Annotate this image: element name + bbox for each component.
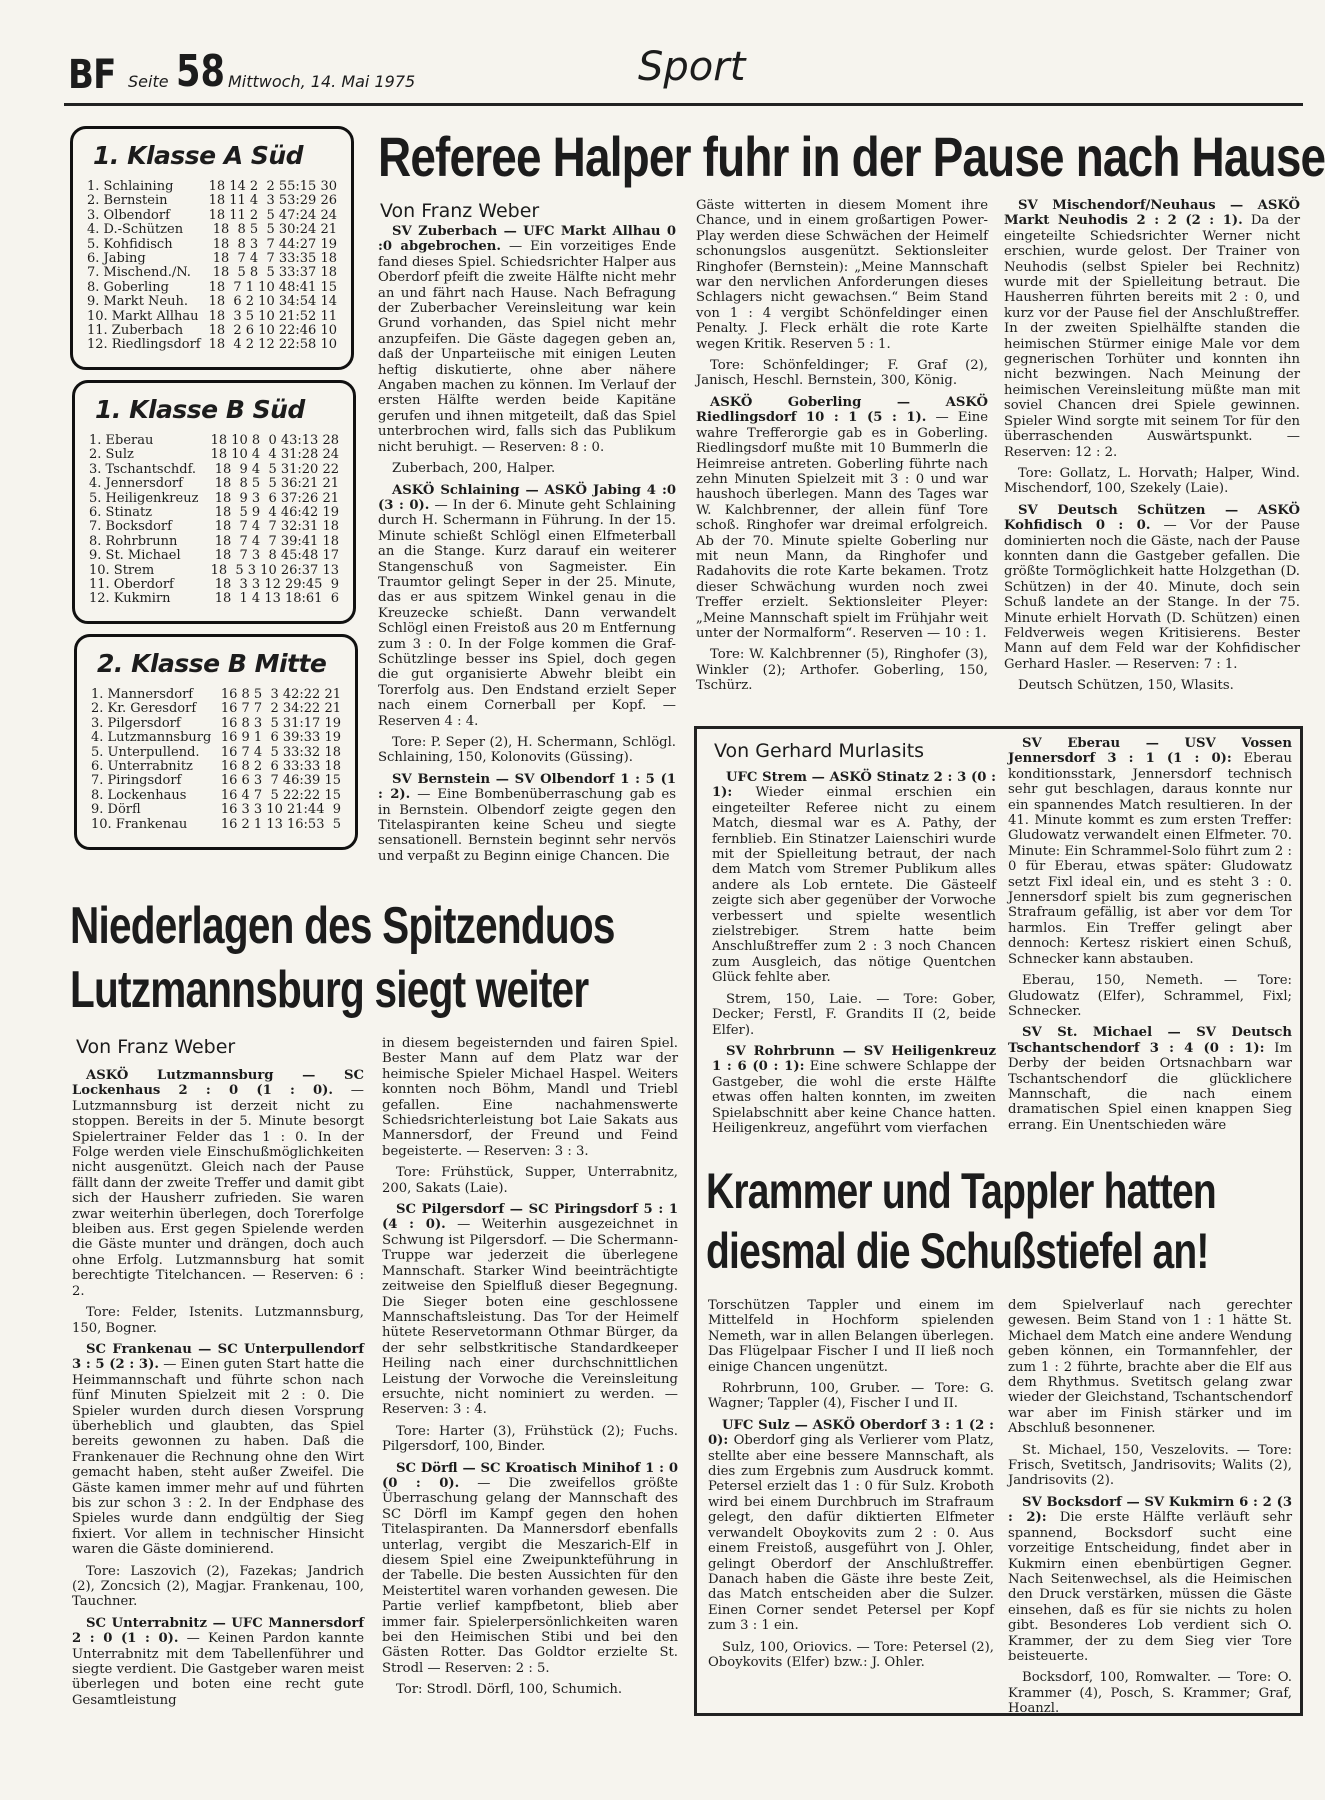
team-name: 6. Unterrabnitz [91,759,193,775]
team-stats: 16 4 7 5 22:22 15 [220,787,341,803]
team-stats: 18 9 3 6 37:26 21 [214,490,339,506]
match-heading: SV Deutsch Schützen — ASKÖ Kohfidisch 0 : 0. [1004,502,1300,534]
team-stats: 18 8 5 5 30:24 21 [212,222,337,238]
article-paragraph [712,992,996,1038]
article-paragraph [378,772,676,864]
team-name: 8. Goberling [87,279,169,295]
table-row [91,731,341,745]
table-row [89,463,339,477]
article-paragraph [1008,1670,1292,1716]
article-paragraph [1004,678,1300,693]
article1-byline: Von Franz Weber [380,200,540,222]
league-table-rows [91,688,341,832]
table-row [91,746,341,760]
paragraph-text: — Die zweifellos größte Überraschung gelang der Mannschaft des SC Dörfl im Kampf gegen den hohen Titelaspiranten. Da Mannersdorf ebenfalls unterlag, vergibt die Meszarich-Elf in diesem Spiel eine Zweipunkteführung in der Tabelle. Die besten Aussichten für den Meistertitel waren vorhanden gewesen. Die Partie verlief kampfbetont, blieb aber immer fair. Spielerpersönlichkeiten waren bei den Heimischen Stibi und bei den Gästen Rotter. Das Goldtor erzielte St. Strodl — Reserven: 2 : 5. [382,1475,678,1676]
article-paragraph [1004,198,1300,460]
article-paragraph [696,198,988,352]
match-heading: SC Unterrabnitz — UFC Mannersdorf 2 : 0 (1 : 0). [72,1615,364,1647]
table-row [89,477,339,491]
article2-headline-line-1: Niederlagen des Spitzenduos [70,897,615,955]
paragraph-text: Im Derby der beiden Ortsnachbarn war Tschantschendorf die glücklichere Mannschaft, die nach einem dramatischen Spiel einen knappen Sieg errang. Ein Unentschieden wäre [1008,1040,1292,1133]
paragraph-text: Eine schwere Schlappe der Gastgeber, die wohl die erste Hälfte etwas offen halten konnten, im zweiten Spielabschnitt aber keine Chance hatten. Heiligenkreuz, angeführt vom vierfachen [712,1059,996,1136]
article-paragraph [708,1381,994,1412]
paragraph-text: Tore: Gollatz, L. Horvath; Halper, Wind. Mischendorf, 100, Szekely (Laie). [1004,465,1300,497]
league-table-rows [89,434,339,607]
article-paragraph [378,735,676,766]
match-heading: SV Zuberbach — UFC Markt Allhau 0 :0 abgebrochen. [378,224,676,255]
team-stats: 18 5 9 4 46:42 19 [214,505,339,521]
team-name: 6. Stinatz [89,505,153,521]
table-row [89,506,339,520]
table-row [91,774,341,788]
team-name: 6. Jabing [87,251,146,267]
match-heading: SC Pilgersdorf — SC Piringsdorf 5 : 1 (4 : 0). [382,1202,678,1233]
table-row [89,492,339,506]
article-paragraph [382,1682,678,1697]
team-name: 5. Heiligenkreuz [89,490,199,506]
team-name: 2. Bernstein [87,193,168,209]
article-paragraph [378,461,676,476]
team-stats: 18 10 4 4 31:28 24 [210,447,339,463]
team-name: 1. Eberau [89,433,154,448]
paragraph-text: St. Michael, 150, Veszelovits. — Tore: Frisch, Svetitsch, Jandrisovits; Walits (2), Jandrisovits (2). [1008,1442,1292,1489]
team-name: 8. Rohrbrunn [89,533,178,549]
paragraph-text: Oberdorf ging als Verlierer vom Platz, stellte aber eine bessere Mannschaft, als dies zum Ergebnis zum Ausdruck kommt. Petersel erzielt das 1 : 0 für Sulz. Kroboth wird bei einem Durchbruch im Strafraum gelegt, den dafür diktierten Elfmeter verwandelt Oboykovits zum 2 : 0. Aus einem Freistoß, ausgeführt von J. Ohler, gelingt Oberdorf der Anschlußtreffer. Danach haben die Gäste ihre beste Zeit, das Match entscheiden aber die Sulzer. Einen Corner sendet Petersel per Kopf zum 3 : 1 ein. [708,1433,994,1634]
table-row [89,549,339,563]
table-row [89,564,339,578]
team-stats: 16 2 1 13 16:53 5 [220,816,341,832]
article-paragraph [712,770,996,986]
masthead-seite-label: Seite [128,72,169,91]
paragraph-text: Tore: P. Seper (2), H. Schermann, Schlögl. Schlaining, 150, Kolonovits (Güssing). [378,735,676,766]
table-row [91,702,341,716]
article-paragraph [1008,1025,1292,1133]
table-row [87,324,337,338]
team-name: 3. Olbendorf [87,207,170,223]
team-name: 5. Kohfidisch [87,236,173,252]
team-name: 3. Tschantschdf. [89,461,197,477]
team-name: 11. Oberdorf [89,577,174,593]
match-heading: SV Rohrbrunn — SV Heiligenkreuz 1 : 6 (0 : 1): [712,1043,996,1075]
paragraph-text: — Ein vorzeitiges Ende fand dieses Spiel. Schiedsrichter Halper aus Oberdorf pfeift die zweite Hälfte nicht mehr an und fährt nach Hause. Nach Befragung der Zuberbacher Vereinsleitung war kein Grund vorhanden, das Spiel nicht mehr anzupfeifen. Die Gäste dagegen geben an, daß der Unparteiische mit einigen Leuten heftig diskutierte, ohne aber nähere Angaben machen zu können. Im Verlauf der ersten Hälfte werden beide Kapitäne gerufen und ihnen mitgeteilt, daß das Spiel unterbrochen wird, falls sich das Publikum nicht beruhigt. — Reserven: 8 : 0. [378,239,676,455]
table-row [91,688,341,702]
table-row [89,520,339,534]
article4-headline-line-1: Krammer und Tappler hatten [706,1163,1216,1219]
team-name: 5. Unterpullend. [91,744,200,760]
table-row [87,252,337,266]
paragraph-text: Wieder einmal erschien ein eingeteilter Referee nicht zu einem Match, diesmal war es A. Pathy, der fernblieb. Ein Stinatzer Laienschiri wurde mit der Spielleitung betraut, der nach dem Match vom Stremer Publikum alles andere als Lob erntete. Die Gästeelf zeigte sich aber gegenüber der Vorwoche verbessert und spielte wesentlich zielstrebiger. Strem hatte beim Anschlußtreffer zum 2 : 3 noch Chancen zum Ausgleich, das nötige Quentchen Glück fehlte aber. [712,785,996,986]
article-paragraph [1008,973,1292,1019]
team-name: 10. Strem [89,562,155,578]
table-row [87,281,337,295]
box-rule-left [694,726,697,1716]
match-heading: SC Dörfl — SC Kroatisch Minihof 1 : 0 (0 : 0). [382,1460,678,1491]
paragraph-text: — Eine Bombenüberraschung gab es in Bernstein. Olbendorf zeigte gegen den Titelaspiranten keine Scheu und siegte sensationell. Bernstein beginnt sehr nervös und verpaßt zu Beginn einige Chancen. Die [378,787,676,864]
article-paragraph [72,1616,364,1708]
paragraph-text: — Keinen Pardon kannte Unterrabnitz mit dem Tabellenführer und siegte verdient. Die Gastgeber waren meist überlegen und boten eine recht gute Gesamtleistung [72,1631,364,1708]
team-name: 12. Kukmirn [89,591,171,607]
paragraph-text: Rohrbrunn, 100, Gruber. — Tore: G. Wagner; Tappler (4), Fischer I und II. [708,1381,994,1412]
article-paragraph [382,1165,678,1196]
team-name: 10. Markt Allhau [87,308,199,324]
team-stats: 18 1 4 13 18:61 6 [214,591,339,607]
table-row [87,295,337,309]
table-row [91,717,341,731]
article-paragraph [378,483,676,730]
team-name: 7. Bocksdorf [89,519,172,535]
team-stats: 18 5 3 10 26:37 13 [210,562,339,578]
team-stats: 16 8 2 6 33:33 18 [220,759,341,775]
team-name: 10. Frankenau [91,816,188,832]
team-name: 8. Lockenhaus [91,787,187,803]
team-stats: 18 10 8 0 43:13 28 [210,433,339,448]
paragraph-text: Tore: Frühstück, Supper, Unterrabnitz, 200, Sakats (Laie). [382,1165,678,1196]
match-heading: SV Bernstein — SV Olbendorf 1 : 5 (1 : 2). [378,771,676,803]
article1-column-1 [378,224,676,876]
article-paragraph [1004,466,1300,497]
team-stats: 16 6 3 7 46:39 15 [220,773,341,789]
paragraph-text: Eberau, 150, Nemeth. — Tore: Gludowatz (Elfer), Schrammel, Fixl; Schnecker. [1008,973,1292,1019]
paragraph-text: Tore: Laszovich (2), Fazekas; Jandrich (2), Zoncsich (2), Magjar. Frankenau, 100, Tauchner. [72,1563,364,1610]
team-stats: 18 2 6 10 22:46 10 [208,323,337,339]
team-stats: 16 9 1 6 39:33 19 [220,730,341,746]
team-stats: 18 11 2 5 47:24 24 [208,207,337,223]
table-row [87,209,337,223]
table-row [91,760,341,774]
table-row [91,789,341,803]
match-heading: ASKÖ Goberling — ASKÖ Riedlingsdorf 10 : 1 (5 : 1). [696,394,988,426]
article-paragraph [378,224,676,455]
match-heading: SV Eberau — USV Vossen Jennersdorf 3 : 1 (1 : 0): [1008,736,1292,767]
table-row [89,448,339,462]
team-name: 9. Markt Neuh. [87,294,188,310]
team-name: 7. Mischend./N. [87,265,191,281]
article-paragraph [1004,503,1300,672]
table-row [89,578,339,592]
article-paragraph [1008,1495,1292,1664]
paragraph-text: — Vor der Pause dominierten noch die Gäste, nach der Pause konnten dann die Gastgeber gefallen. Die größte Tormöglichkeit hatte Holzgethan (D. Schützen) in der 40. Minute, doch sein Schuß landete an der Stange. In der 75. Minute erhielt Horvath (D. Schützen) einen Feldverweis wegen Kritisierens. Bester Mann auf dem Feld war der Kohfidischer Gerhard Hasler. — Reserven: 7 : 1. [1004,518,1300,672]
article2-headline-line-2: Lutzmannsburg siegt weiter [70,961,589,1019]
article2-byline: Von Franz Weber [76,1036,236,1058]
paragraph-text: — Weiterhin ausgezeichnet in Schwung ist Pilgersdorf. — Die Schermann-Truppe war jederzeit die überlegene Mannschaft. Starker Wind beeinträchtigte zeitweise den Spielfluß dieser Begegnung. Die Sieger boten eine geschlossene Mannschaftsleistung. Das Tor der Heimelf hütete Reservetormann Othmar Bürger, da der sehr selbstkritische Standardkeeper Heiling nach einer durchschnittlichen Leistung der Vorwoche die Vereinsleitung ersuchte, nicht nominiert zu werden. — Reserven: 3 : 4. [382,1217,678,1418]
paragraph-text: — Einen guten Start hatte die Heimmannschaft und führte schon nach fünf Minuten Spielzeit mit 2 : 0. Die Spieler wurden durch diesen Vorsprung überheblich und glaubten, das Spiel bereits gewonnen zu haben. Daß die Frankenauer die Rechnung ohne den Wirt gemacht haben, steht außer Zweifel. Die Gäste kamen immer mehr auf und führten bis zur schon 3 : 2. In der Endphase des Spieles wurde dann endgültig der Sieg fixiert. Vor allem in technischer Hinsicht waren die Gäste dominierend. [72,1357,364,1558]
article3-column-1 [712,770,996,1156]
paragraph-text: Die erste Hälfte verläuft sehr spannend, Bocksdorf sucht eine vorzeitige Entscheidung, findet aber in Kukmirn einen ebenbürtigen Gegner. Nach Seitenwechsel, als die Heimischen den Druck verstärken, müssen die Gäste einsehen, daß es für sie nichts zu holen gibt. Besonderes Lob verdient sich O. Krammer, der zu dem Sieg vier Tore beisteuerte. [1008,1510,1292,1664]
team-name: 4. Jennersdorf [89,476,183,492]
article2-column-1 [72,1068,364,1708]
paragraph-text: Tore: W. Kalchbrenner (5), Ringhofer (3), Winkler (2); Arthofer. Goberling, 150, Tschürz. [696,647,988,694]
paragraph-text: dem Spielverlauf nach gerechter gewesen. Beim Stand von 1 : 1 hätte St. Michael dem Match eine andere Wendung geben können, ein Tormannfehler, der zum 1 : 2 führte, brachte aber die Elf aus dem Rhythmus. Svetitsch gelang zwar wieder der Gleichstand, Tschantschendorf war aber im Finish stärker und im Abschluß besonnener. [1008,1298,1292,1437]
article-paragraph [72,1068,364,1299]
table-row [89,535,339,549]
team-stats: 18 7 3 8 45:48 17 [214,548,339,564]
paragraph-text: Eberau konditionsstark, Jennersdorf technisch sehr gut beschlagen, daraus konnte nur ein spannendes Match resultieren. In der 41. Minute kommt es zum ersten Treffer: Gludowatz verwandelt einen Elfmeter. 70. Minute: Ein Schrammel-Solo führt zum 2 : 0 für Eberau, etwas später: Gludowatz setzt Fixl ideal ein, und es steht 3 : 0. Jennersdorf spielt bis zum gegnerischen Strafraum gefällig, ist aber vor dem Tor harmlos. Ein Treffer gelingt aber dennoch: Kertesz riskiert einen Schuß, Schnecker kann abstauben. [1008,751,1292,967]
team-name: 2. Sulz [89,447,134,463]
article-paragraph [1008,1443,1292,1489]
article-paragraph [696,358,988,389]
match-heading: SV Bocksdorf — SV Kukmirn 6 : 2 (3 : 2): [1008,1494,1292,1526]
box-rule-right [1300,726,1303,1716]
team-name: 12. Riedlingsdorf [87,337,201,353]
article-paragraph [708,1298,994,1375]
paragraph-text: Deutsch Schützen, 150, Wlasits. [1018,678,1234,694]
paragraph-text: Da der eingeteilte Schiedsrichter Werner nicht erschien, wurde gelost. Der Trainer von Neuhodis (selbst Spieler bei Rechnitz) wurde mit der Spielleitung betraut. Die Hausherren führten bereits mit 2 : 0, und kurz vor der Pause fiel der Anschlußtreffer. In der zweiten Spielhälfte standen die heimischen Stürmer einige Male vor dem gegnerischen Torhüter und konnten ihn nicht bezwingen. Nach Meinung der heimischen Vereinsleitung müßte man mit soviel Chancen drei Spiele gewinnen. Spieler Wind sorgte mit seinem Tor für den überraschenden Auswärtspunkt. — Reserven: 12 : 2. [1004,213,1300,460]
table-row [87,338,337,352]
league-table-a-sued [70,126,354,370]
article-paragraph [72,1564,364,1610]
article3-column-2 [1008,736,1292,1156]
team-stats: 18 5 8 5 33:37 18 [212,265,337,281]
article-paragraph [712,1044,996,1136]
team-name: 11. Zuberbach [87,323,184,339]
team-name: 9. Dörfl [91,802,141,818]
paragraph-text: Tor: Strodl. Dörfl, 100, Schumich. [396,1682,623,1698]
table-row [87,180,337,194]
team-stats: 18 3 3 12 29:45 9 [214,577,339,593]
match-heading: SC Frankenau — SC Unterpullendorf 3 : 5 (2 : 3). [72,1341,364,1373]
league-table-2-b-mitte [74,634,358,850]
table-row [91,803,341,817]
article-paragraph [1008,736,1292,967]
paragraph-text: Tore: Schönfeldinger; F. Graf (2), Janisch, Heschl. Bernstein, 300, König. [696,358,988,389]
article3-byline: Von Gerhard Murlasits [714,740,925,762]
table-row [87,238,337,252]
article2-column-2 [382,1036,678,1708]
article-paragraph [696,647,988,693]
team-stats: 18 7 4 7 32:31 18 [214,519,339,535]
team-stats: 18 8 3 7 44:27 19 [212,236,337,252]
article-paragraph [382,1202,678,1418]
paragraph-text: Torschützen Tappler und einem im Mittelfeld in Hochform spielenden Nemeth, war in allen Belangen überlegen. Das Flügelpaar Fischer I und II ließ noch einige Chancen ungenützt. [708,1298,994,1375]
paragraph-text: — In der 6. Minute geht Schlaining durch H. Schermann in Führung. In der 15. Minute schießt Schlögl einen Elfmeterball an die Stange. Kurz darauf ein weiterer Stangenschuß von Sagmeister. Ein Traumtor gelingt Seper in der 25. Minute, das er aus spitzem Winkel genau in die Kreuzecke schießt. Dann verwandelt Schlögl einen Freistoß aus 20 m Entfernung zum 3 : 0. In der Folge kommen die Graf-Schützlinge besser ins Spiel, doch gegen die gut organisierte Abwehr bleibt ein Torerfolg aus. Den Endstand erzielt Seper nach einem Cornerball per Kopf. — Reserven 4 : 4. [378,497,676,729]
team-name: 4. D.-Schützen [87,222,184,238]
league-table-title: 1. Klasse B Süd [95,395,305,424]
paragraph-text: Strem, 150, Laie. — Tore: Gober, Decker; Ferstl, F. Grandits II (2, beide Elfer). [712,991,996,1038]
paragraph-text: Bocksdorf, 100, Romwalter. — Tore: O. Krammer (4), Posch, S. Krammer; Graf, Hoanzl. [1008,1670,1292,1717]
article-paragraph [1008,1298,1292,1437]
table-row [89,434,339,448]
match-heading: SV Mischendorf/Neuhaus — ASKÖ Markt Neuhodis 2 : 2 (2 : 1). [1004,198,1300,229]
article-paragraph [382,1461,678,1677]
paragraph-text: Gäste witterten in diesem Moment ihre Chance, und in einem großartigen Power-Play werden diese Schwächen der Heimelf schonungslos ausgenützt. Sektionsleiter Ringhofer (Bernstein): „Meine Mannschaft war den nervlichen Anforderungen dieses Schlagers nicht gewachsen.“ Beim Stand von 1 : 4 vergibt Schönfeldinger einen Penalty. J. Fleck erhält die rote Karte wegen Kritik. Reserven 5 : 1. [696,198,988,352]
article1-headline: Referee Halper fuhr in der Pause nach Hause [378,125,1325,188]
paragraph-text: — Lutzmannsburg ist derzeit nicht zu stoppen. Bereits in der 5. Minute besorgt Spielertrainer Felder das 1 : 0. In der Folge werden viele Einschußmöglichkeiten nicht ausgenützt. Gleich nach der Pause fällt dann der zweite Treffer und damit gibt sich der Hausherr zufrieden. Sie waren zwar weiterhin überlegen, doch Torerfolge bleiben aus. Erst gegen Spielende werden die Gäste munter und drängen, doch auch ohne Erfolg. Lutzmannsburg hat somit berechtigte Titelchancen. — Reserven: 6 : 2. [72,1083,364,1299]
masthead-page-number: 58 [176,46,225,97]
article-paragraph [696,395,988,642]
team-name: 9. St. Michael [89,548,181,564]
article1-column-3 [1004,198,1300,718]
table-row [87,266,337,280]
league-table-title: 2. Klasse B Mitte [97,649,327,678]
masthead-brand: BF [68,52,116,98]
paragraph-text: Sulz, 100, Oriovics. — Tore: Petersel (2), Oboykovits (Elfer) bzw.: J. Ohler. [708,1639,994,1670]
team-stats: 16 7 4 5 33:32 18 [220,744,341,760]
match-heading: UFC Sulz — ASKÖ Oberdorf 3 : 1 (2 : 0): [708,1417,994,1449]
team-name: 1. Schlaining [87,179,174,194]
article1-column-2 [696,198,988,718]
team-stats: 16 7 7 2 34:22 21 [220,701,341,717]
team-stats: 18 4 2 12 22:58 10 [208,337,337,353]
team-stats: 18 9 4 5 31:20 22 [214,461,339,477]
match-heading: ASKÖ Schlaining — ASKÖ Jabing 4 :0 (3 : 0). [378,482,676,513]
team-stats: 18 7 4 7 39:41 18 [214,533,339,549]
team-stats: 16 8 3 5 31:17 19 [220,715,341,731]
box-rule-top [694,726,1303,729]
team-stats: 18 7 4 7 33:35 18 [212,251,337,267]
team-stats: 18 8 5 5 36:21 21 [214,476,339,492]
team-name: 3. Pilgersdorf [91,715,181,731]
team-stats: 16 3 3 10 21:44 9 [220,802,341,818]
table-row [87,223,337,237]
masthead-section: Sport [638,44,746,90]
article-paragraph [708,1640,994,1671]
article4-column-2 [1008,1298,1292,1717]
article-paragraph [708,1418,994,1634]
paragraph-text: in diesem begeisternden und fairen Spiel. Bester Mann auf dem Platz war der heimische Spieler Michael Haspel. Weiters konnten noch Böhm, Mandl und Triebl gefallen. Eine nachahmenswerte Schiedsrichterleistung bot Laie Sakats aus Mannersdorf, der Freund und Feind begeisterte. — Reserven: 3 : 3. [382,1036,678,1159]
paragraph-text: — Eine wahre Trefferorgie gab es in Goberling. Riedlingsdorf mußte mit 10 Bummerln die Heimreise antreten. Goberling führte nach zehn Minuten Spielzeit mit 3 : 0 und war haushoch überlegen. Mann des Tages war W. Kalchbrenner, der allein fünf Tore schoß. Ringhofer war dreimal erfolgreich. Ab der 70. Minute spielte Goberling nur mit neun Mann, da Ringhofer und Radahovits die rote Karte bekamen. Trotz dieser Schwächung wurden noch zwei Treffer erzielt. Sektionsleiter Pleyer: „Meine Mannschaft spielt im Frühjahr weit unter der Normalform“. Reserven — 10 : 1. [696,410,988,641]
table-row [89,592,339,606]
team-stats: 18 7 1 10 48:41 15 [208,279,337,295]
table-row [87,310,337,324]
team-stats: 18 11 4 3 53:29 26 [208,193,337,209]
team-name: 2. Kr. Geresdorf [91,701,197,717]
match-heading: SV St. Michael — SV Deutsch Tschantschendorf 3 : 4 (0 : 1): [1008,1025,1292,1056]
league-table-b-sued [72,380,356,624]
table-row [87,194,337,208]
team-stats: 18 3 5 10 21:52 11 [208,308,337,324]
article-paragraph [382,1036,678,1159]
article-paragraph [72,1305,364,1336]
paragraph-text: Zuberbach, 200, Halper. [392,461,556,477]
team-stats: 18 14 2 2 55:15 30 [208,179,337,194]
table-row [91,818,341,832]
paragraph-text: Tore: Felder, Istenits. Lutzmannsburg, 150, Bogner. [72,1305,364,1336]
team-stats: 18 6 2 10 34:54 14 [208,294,337,310]
paragraph-text: Tore: Harter (3), Frühstück (2); Fuchs. Pilgersdorf, 100, Binder. [382,1423,678,1455]
team-name: 7. Piringsdorf [91,773,182,789]
league-table-rows [87,180,337,353]
masthead-date: Mittwoch, 14. Mai 1975 [228,72,416,91]
article-paragraph [382,1424,678,1455]
team-name: 4. Lutzmannsburg [91,730,212,746]
match-heading: UFC Strem — ASKÖ Stinatz 2 : 3 (0 : 1): [712,770,996,801]
article4-headline-line-2: diesmal die Schußstiefel an! [706,1223,1209,1279]
article-paragraph [72,1342,364,1558]
team-stats: 16 8 5 3 42:22 21 [220,687,341,702]
match-heading: ASKÖ Lutzmannsburg — SC Lockenhaus 2 : 0 (1 : 0). [72,1068,364,1099]
league-table-title: 1. Klasse A Süd [93,141,304,170]
article4-column-1 [708,1298,994,1706]
team-name: 1. Mannersdorf [91,687,194,702]
masthead-rule [64,103,1303,106]
